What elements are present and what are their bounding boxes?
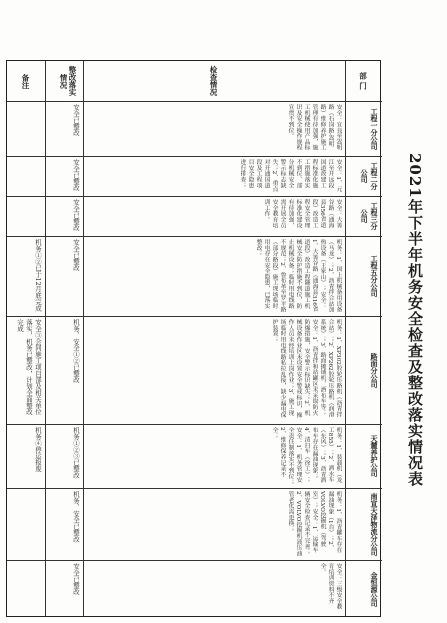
inspection-cell: 安全：1、元江至开远段国道改建工程标准化施工措施落实不到位、部分机械安全警示标志缺失；2、重点对开通国道段及工程项目安全隐患进行排查； (239, 159, 341, 192)
row-divider (7, 236, 382, 237)
header-inspection: 检查情况 (209, 66, 218, 96)
row-divider (7, 424, 382, 425)
rectification-cell: 机务、安全已整改 (72, 491, 80, 543)
inspection-cell: 安全：三级安全教育培训资料不齐全。 (319, 563, 341, 610)
rectification-cell: 安全已整改 (72, 104, 80, 136)
dept-name: 工程一分公司 (370, 107, 379, 150)
inspection-table (6, 60, 381, 617)
remarks-cell (10, 199, 42, 233)
row-divider (7, 488, 382, 489)
rectification-cell: 安全已整改 (72, 159, 80, 191)
header-dept: 部 门 (358, 72, 368, 90)
remarks-cell: 机务①②已于12月底完成 (34, 239, 42, 312)
rectification-cell: 机务①②③已整改 (72, 427, 80, 479)
row-divider (7, 156, 382, 157)
inspection-cell: 机务：1、国上机械备用设备（马龙）；2、沥青拌合站加热设备（王家山）；安全：1、大箐谷路（通海县316省道段）改造工程隧道施工机械安全防护措施不到位，防止机械设备；临时用电线路不规范；2、鲁布革至罗平路（部分路段）施工现场临时用电存在安全隐患，已落实整改； (255, 239, 341, 313)
rectification-cell: 机务、安全①②已整改 (72, 319, 80, 383)
remarks-cell (10, 104, 42, 153)
header-remarks: 备注 (21, 73, 30, 89)
row-divider (7, 316, 382, 317)
inspection-cell: 机务：1、XP302胶轮压路机（沥青拌合站）；2、XP262胶轮压路机（润滑系统）；3、路面摊铺机、洒布车等；安全：1、沥青拌和站罐区未采取防火防爆措施，安全警示标识缺失；2、机械设备作业区未设置安全警戒标识，操作人员未经培训上岗作业；3、施工现场临时用电线路私拉乱接，缺少漏电保护装置； (271, 319, 341, 418)
dept-name: 南宣天泽物流分公司 (370, 492, 379, 556)
remarks-cell: 安全③会同施工项目部及相关单位落实，机务已整改，计划全面整改完成 (16, 319, 42, 415)
dept-name: 天麓养护公司 (370, 435, 379, 477)
rectification-cell: 安全已整改 (72, 199, 80, 231)
remarks-cell (10, 159, 42, 193)
inspection-cell: 机务：1、沥青罐车存在漏油现象（1台）；2、VOLVO挖掘机（驾驶室）；安全：1、运输车辆安全检查记录不完善；2、VOLVO挖掘机液压油管老化需更换； (287, 491, 341, 557)
column-divider (345, 61, 346, 616)
inspection-cell: 安全：大箐谷路（通海县356省道段）改造工程安全管理标准化建设有待加强，需开展全员安全教育培训工作。 (263, 199, 341, 228)
inspection-cell: 机务：1、装载机（龙工855）；2、洒水车（东风）；3、沥青洒布车存在漏油现象；4、清扫车（徐工）；安全：1、机务管理安全责任制落实不到位；2、维修保养记录不全； (271, 427, 341, 485)
dept-name: 工程五分公司 (370, 255, 379, 297)
rectification-cell: 安全已整改 (72, 239, 80, 271)
column-divider (83, 61, 84, 616)
remarks-cell (10, 563, 42, 615)
page-title: 2021年下半年机务安全检查及整改落实情况表 (406, 153, 424, 487)
rectification-cell: 安全已整改 (72, 563, 80, 595)
dept-name: 金恒源公司 (370, 571, 379, 607)
column-divider (45, 61, 46, 616)
dept-name: 工程二分公司 (360, 162, 379, 190)
dept-name: 工程三分公司 (360, 202, 379, 230)
remarks-cell: 机务④停运报废 (34, 427, 42, 472)
inspection-cell: 安全：宜良至嵩明路（石岗路-嵩明路）维修养护施工管理有待加强，施工机械使用产品标识及安全操作规程宣贯不到位。 (287, 104, 341, 151)
row-divider (7, 196, 382, 197)
dept-name: 路面分公司 (370, 352, 379, 388)
header-divider (7, 101, 382, 102)
remarks-cell (10, 491, 42, 557)
row-divider (7, 560, 382, 561)
header-rectification: 整改落实情况 (59, 66, 77, 96)
